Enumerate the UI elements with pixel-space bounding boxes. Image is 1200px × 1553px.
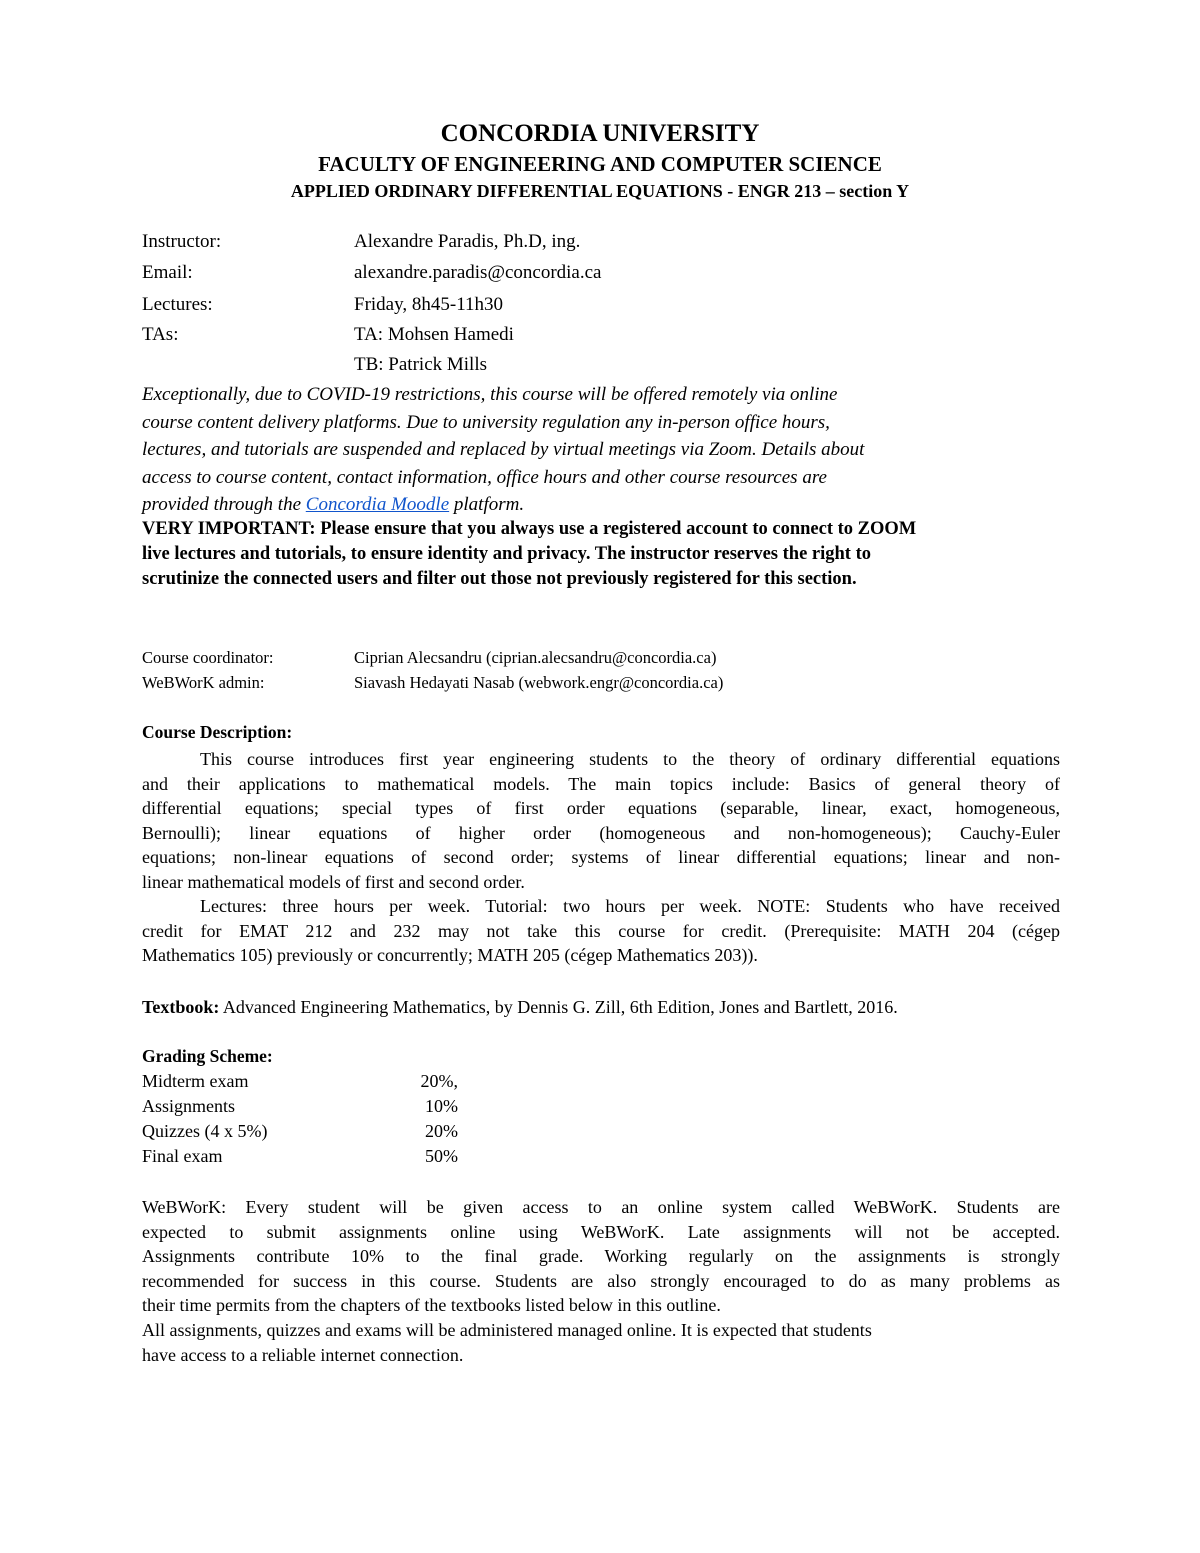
university-title: CONCORDIA UNIVERSITY — [440, 120, 760, 147]
important-line: VERY IMPORTANT: Please ensure that you always use a registered account to connect to ZOOM — [142, 519, 917, 539]
grade-row-value: 10% — [425, 1096, 458, 1116]
webwork-admin-label: WeBWorK admin: — [142, 673, 265, 692]
description-line: Mathematics 105) previously or concurrently; MATH 205 (cégep Mathematics 203)). — [142, 945, 758, 965]
webwork-line: recommended for success in this course. Students are also strongly encouraged to do as many problems as — [142, 1270, 1060, 1291]
textbook-line — [142, 997, 898, 1018]
description-line: This course introduces first year engineering students to the theory of ordinary differential equations — [200, 749, 1060, 769]
description-line: equations; non-linear equations of second order; systems of linear differential equations; linear and non- — [142, 847, 1060, 867]
grade-row-value: 20%, — [420, 1071, 458, 1091]
email-label: Email: — [142, 262, 193, 283]
webwork-line: their time permits from the chapters of the textbooks listed below in this outline. — [142, 1295, 721, 1315]
covid-notice-line: course content delivery platforms. Due to university regulation any in-person office hours, — [142, 411, 830, 433]
covid-notice-line — [142, 491, 1052, 519]
instructor-value: Alexandre Paradis, Ph.D, ing. — [354, 231, 581, 252]
lectures-value: Friday, 8h45-11h30 — [354, 294, 503, 315]
ta-second: TB: Patrick Mills — [354, 354, 487, 375]
webwork-line: WeBWorK: Every student will be given access to an online system called WeBWorK. Students are — [142, 1197, 1060, 1217]
online-line: All assignments, quizzes and exams will be administered managed online. It is expected that students — [142, 1320, 872, 1340]
webwork-paragraph — [142, 1195, 1060, 1318]
covid-notice — [142, 381, 1052, 519]
textbook-value: Advanced Engineering Mathematics, by Dennis G. Zill, 6th Edition, Jones and Bartlett, 2016. — [219, 997, 898, 1017]
grade-row-label: Assignments — [142, 1096, 236, 1116]
grade-row-label: Final exam — [142, 1146, 223, 1166]
textbook-label: Textbook: — [142, 997, 220, 1017]
course-description-paragraph — [142, 747, 1060, 968]
coordinator-label: Course coordinator: — [142, 648, 274, 667]
grade-row-label: Midterm exam — [142, 1071, 249, 1091]
faculty-title: FACULTY OF ENGINEERING AND COMPUTER SCIENCE — [318, 152, 882, 176]
tas-label: TAs: — [142, 324, 179, 345]
instructor-label: Instructor: — [142, 231, 222, 252]
covid-notice-line: Exceptionally, due to COVID-19 restrictions, this course will be offered remotely via online — [142, 384, 838, 405]
grade-row-label: Quizzes (4 x 5%) — [142, 1121, 268, 1141]
description-line: credit for EMAT 212 and 232 may not take this course for credit. (Prerequisite: MATH 204 (cégep — [142, 920, 1060, 941]
important-notice — [142, 517, 1062, 592]
grade-row-value: 20% — [425, 1121, 458, 1141]
grading-scheme-title: Grading Scheme: — [142, 1046, 273, 1066]
grade-row-value: 50% — [425, 1146, 458, 1166]
description-line: linear mathematical models of first and second order. — [142, 871, 525, 892]
lectures-label: Lectures: — [142, 294, 213, 315]
coordinator-value: Ciprian Alecsandru (ciprian.alecsandru@concordia.ca) — [354, 648, 717, 667]
webwork-line: Assignments contribute 10% to the final grade. Working regularly on the assignments is strongly — [142, 1246, 1060, 1266]
covid-notice-line: access to course content, contact information, office hours and other course resources are — [142, 466, 827, 488]
important-line: scrutinize the connected users and filter out those not previously registered for this section. — [142, 569, 857, 589]
ta-first: TA: Mohsen Hamedi — [354, 324, 514, 345]
course-title: APPLIED ORDINARY DIFFERENTIAL EQUATIONS - ENGR 213 – section Y — [290, 181, 910, 201]
moodle-link[interactable]: Concordia Moodle — [305, 494, 450, 515]
covid-notice-suffix: platform. — [449, 494, 525, 515]
description-line: differential equations; special types of first order equations (separable, linear, exact, homogeneous, — [142, 798, 1060, 818]
important-line: live lectures and tutorials, to ensure identity and privacy. The instructor reserves the right to — [142, 544, 871, 564]
covid-notice-line: lectures, and tutorials are suspended and replaced by virtual meetings via Zoom. Details about — [142, 439, 865, 460]
online-paragraph — [142, 1318, 1060, 1367]
covid-notice-prefix: provided through the — [142, 494, 306, 515]
description-line: Bernoulli); linear equations of higher order (homogeneous and non-homogeneous); Cauchy-Euler — [142, 822, 1060, 843]
email-value: alexandre.paradis@concordia.ca — [354, 262, 602, 283]
online-line: have access to a reliable internet connection. — [142, 1344, 464, 1365]
description-line: and their applications to mathematical models. The main topics include: Basics of general theory of — [142, 773, 1060, 794]
course-description-title: Course Description: — [142, 722, 293, 742]
description-line: Lectures: three hours per week. Tutorial: two hours per week. NOTE: Students who have received — [200, 896, 1060, 916]
webwork-admin-value: Siavash Hedayati Nasab (webwork.engr@concordia.ca) — [354, 673, 724, 692]
webwork-line: expected to submit assignments online using WeBWorK. Late assignments will not be accepted. — [142, 1221, 1060, 1242]
